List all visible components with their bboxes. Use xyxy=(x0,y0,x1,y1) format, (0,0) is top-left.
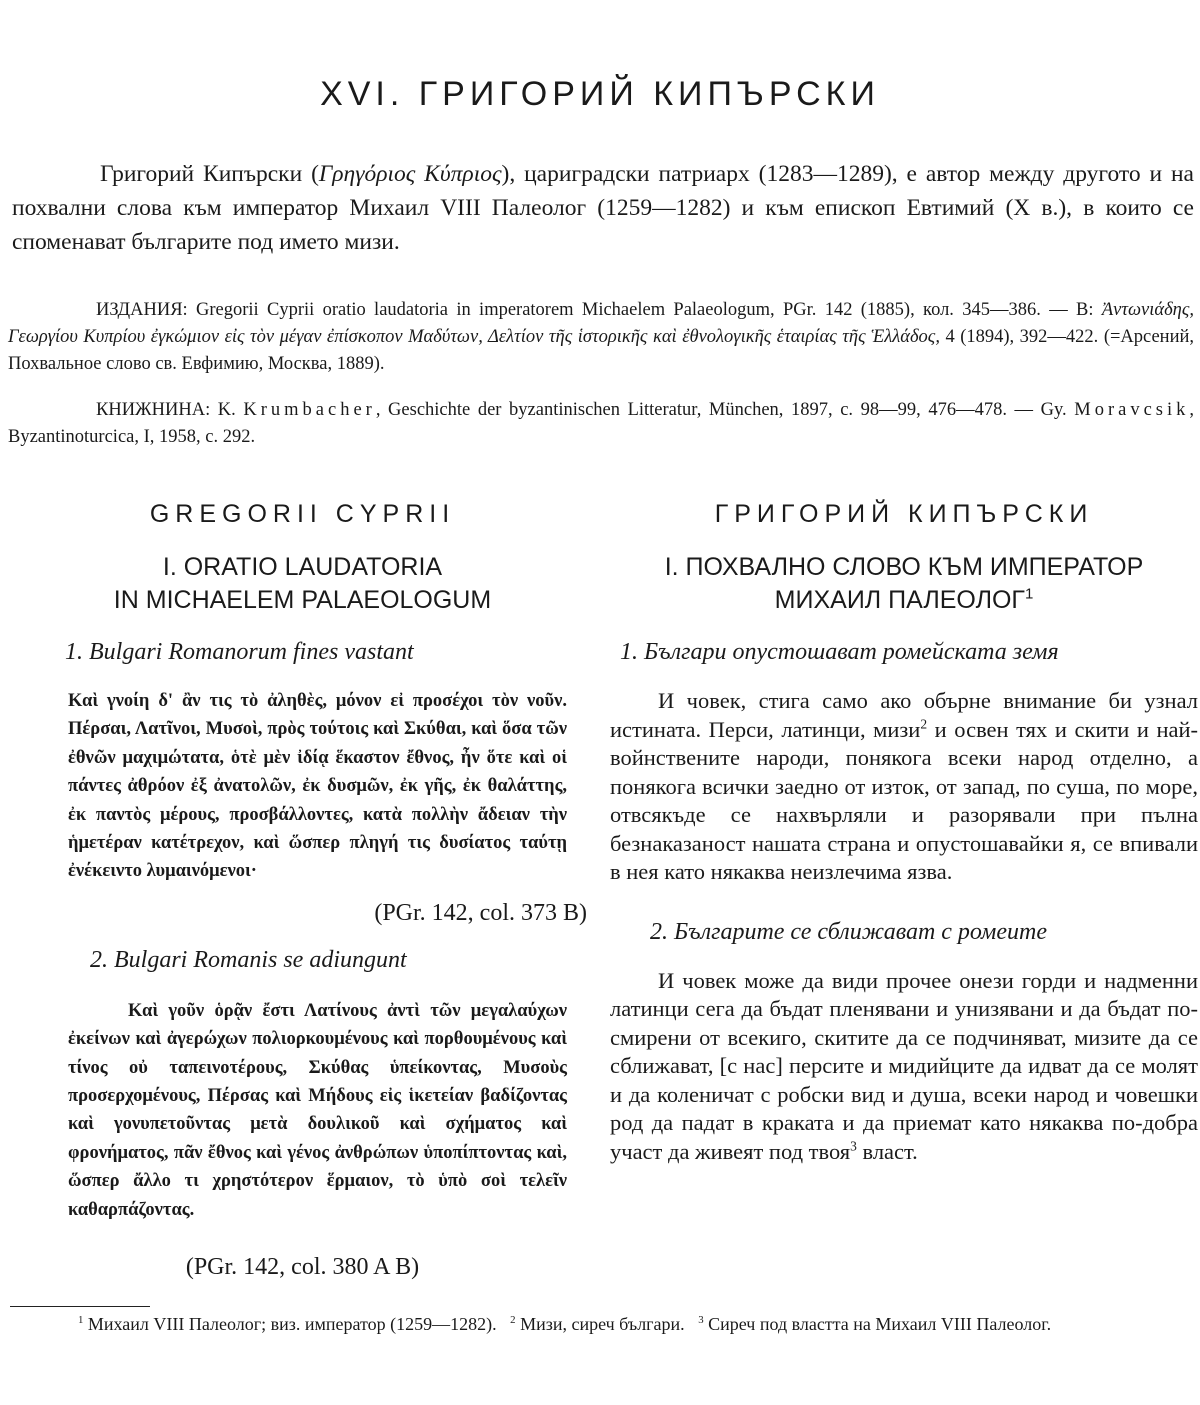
bulgarian-passage-1a: И човек, стига само ако обърне внимание би узнал истината. Перси, латинци, мизи xyxy=(610,688,1198,742)
footnote-ref-3: 3 xyxy=(850,1138,857,1153)
intro-text-2: ), цариградски патриарх (1283—1289), е автор между другото и на похвални слова към император Михаил VIII Палеолог (1259—1282) и към епископ Евтимий (X в.), в които се споменават българите под името мизи. xyxy=(12,161,1194,255)
literature-text-1: КНИЖНИНА: K. xyxy=(96,400,244,420)
footnote-number-1: 1 xyxy=(78,1314,84,1326)
greek-passage-1: Καὶ γνοίη δ' ἂν τις τὸ ἀληθὲς, μόνον εἰ προσέχοι τὸν νοῦν. Πέρσαι, Λατῖνοι, Μυσοὶ, πρὸς τούτοις καὶ Σκύθαι, καὶ ὅσα τῶν ἐθνῶν μαχιμώτατα, ὁτὲ μὲν ἰδίᾳ ἕκαστον ἔθνος, ἦν ὅτε καὶ οἱ πάντες ἀθρόον ἐξ ἀνατολῶν, ἐκ δυσμῶν, ἐκ γῆς, ἐκ θαλάττης, ἐκ παντὸς μέρους, προσβάλλοντες, κατὰ πολλὴν ἄδειαν τὴν ἡμετέραν κατέτρεχον, καὶ ὥσπερ πληγή τις δυσίατος ταύτῃ ἐνέκειντο λυμαινόμενοι· xyxy=(68,691,567,882)
bulgarian-passage-2 xyxy=(610,967,1198,1167)
left-subheading-2: 2. Bulgari Romanis se adiungunt xyxy=(90,946,407,973)
latin-greek-column xyxy=(10,500,595,1281)
editions-text-2: 4 (1894), 392—422. (=Арсений, Похвальное слово св. Евфимию, Москва, 1889). xyxy=(8,327,1194,374)
right-subheading-2: 2. Българите се сближават с ромеите xyxy=(650,918,1047,945)
literature-author-1: Krumbacher xyxy=(243,400,376,420)
right-section-line-1: I. ПОХВАЛНО СЛОВО КЪМ ИМПЕРАТОР xyxy=(664,553,1144,581)
intro-greek-name: Γρηγόριος Κύπριος xyxy=(318,161,502,187)
bulgarian-passage-1b: и освен тях и скити и най-войнствените народи, понякога всеки народ отделно, а понякога всички заедно от изток, от запад, по суша, по море, отвсякъде се нахвърляли и разорявали при пълна безнаказаност нашата страна и опустошавайки я, се впивали в нея като някаква неизлечима язва. xyxy=(610,716,1199,884)
greek-passage-2 xyxy=(10,997,595,1224)
chapter-title: XVI. ГРИГОРИЙ КИПЪРСКИ xyxy=(320,74,880,113)
footnote-ref-2: 2 xyxy=(920,716,928,731)
editions-paragraph xyxy=(8,297,1194,378)
left-column-heading: GREGORII CYPRII xyxy=(149,500,456,528)
footnote-ref-1: 1 xyxy=(1024,585,1034,603)
literature-author-2: Moravcsik xyxy=(1074,400,1190,420)
literature-text-3: , Byzantinoturcica, I, 1958, с. 292. xyxy=(8,400,1194,447)
right-column-heading: ГРИГОРИЙ КИПЪРСКИ xyxy=(714,500,1094,528)
footnote-text-1: Михаил VIII Палеолог; виз. император (1259—1282). xyxy=(83,1314,497,1334)
footnote-divider xyxy=(10,1306,150,1307)
bulgarian-passage-1 xyxy=(610,687,1198,887)
right-subheading-1: 1. Българи опустошават ромейската земя xyxy=(620,639,1059,665)
footnote-text-2: Мизи, сиреч българи. xyxy=(515,1314,685,1334)
editions-greek: Ἀντωνιάδης, Γεωργίου Κυπρίου ἐγκώμιον εἰς τὸν μέγαν ἐπίσκοπον Μαδύτων, Δελτίον τῆς ἱστορικῆς καὶ ἐθνολογικῆς ἑταιρίας τῆς Ἑλλάδος, xyxy=(8,300,1194,347)
footnotes xyxy=(6,1312,1180,1336)
right-section-heading xyxy=(610,551,1198,617)
editions-text-1: ИЗДАНИЯ: Gregorii Cyprii oratio laudatoria in imperatorem Michaelem Palaeologum, PGr. 142 (1885), кол. 345—386. — В: xyxy=(96,300,1102,320)
intro-text-1: Григорий Кипърски ( xyxy=(100,161,319,187)
literature-paragraph xyxy=(8,397,1194,451)
reference-1: (PGr. 142, col. 373 B) xyxy=(374,899,587,926)
left-section-line-2: IN MICHAELEM PALAEOLOGUM xyxy=(113,586,492,614)
bulgarian-passage-2b: власт. xyxy=(856,1138,918,1164)
footnote-number-2: 2 xyxy=(510,1314,516,1326)
intro-paragraph xyxy=(12,157,1194,259)
right-section-line-2: МИХАИЛ ПАЛЕОЛОГ xyxy=(774,586,1025,614)
greek-passage-2-text: Καὶ γοῦν ὁρᾷν ἔστι Λατίνους ἀντὶ τῶν μεγαλαύχων ἐκείνων καὶ ἀγερώχων πολιορκουμένους καὶ πορθουμένους καὶ τίνος οὐ ταπεινοτέρους, Σκύθας ὑπείκοντας, Μυσοὺς προσερχομένους, Πέρσας καὶ Μήδους εἰς ἱκετείαν βαδίζοντας καὶ γονυπετοῦντας μετὰ δουλικοῦ καὶ σχήματος καὶ φρονήματος, πᾶν ἔθνος καὶ γένος ἀνθρώπων ὑποπίπτοντας καὶ, ὥσπερ ἄλλο τι χρηστότερον ἕρμαιον, τὸ ὑπὸ σοὶ τελεῖν καθαρπάζοντας. xyxy=(68,1000,567,1220)
bulgarian-passage-2a: И човек може да види прочее онези горди и надменни латинци сега да бъдат пленявани и унизявани и да бъдат по-смирени от всекиго, скитите да се подчиняват, мизите да се сближават, [с нас] персите и мидийците да идват да се молят и да коленичат с робски вид и душа, всеки народ и човешки род да падат в краката и да приемат като някаква по-добра участ да живеят под твоя xyxy=(610,967,1198,1164)
left-section-line-1: I. ORATIO LAUDATORIA xyxy=(162,553,443,581)
footnote-text-3: Сиреч под властта на Михаил VIII Палеолог. xyxy=(703,1314,1052,1334)
bulgarian-column xyxy=(610,500,1198,1166)
literature-text-2: , Geschichte der byzantinischen Litteratur, München, 1897, с. 98—99, 476—478. — Gy. xyxy=(375,400,1075,420)
left-subheading-1: 1. Bulgari Romanorum fines vastant xyxy=(65,639,414,665)
footnote-number-3: 3 xyxy=(698,1314,704,1326)
left-section-heading xyxy=(10,551,595,617)
reference-2: (PGr. 142, col. 380 A B) xyxy=(185,1254,420,1281)
